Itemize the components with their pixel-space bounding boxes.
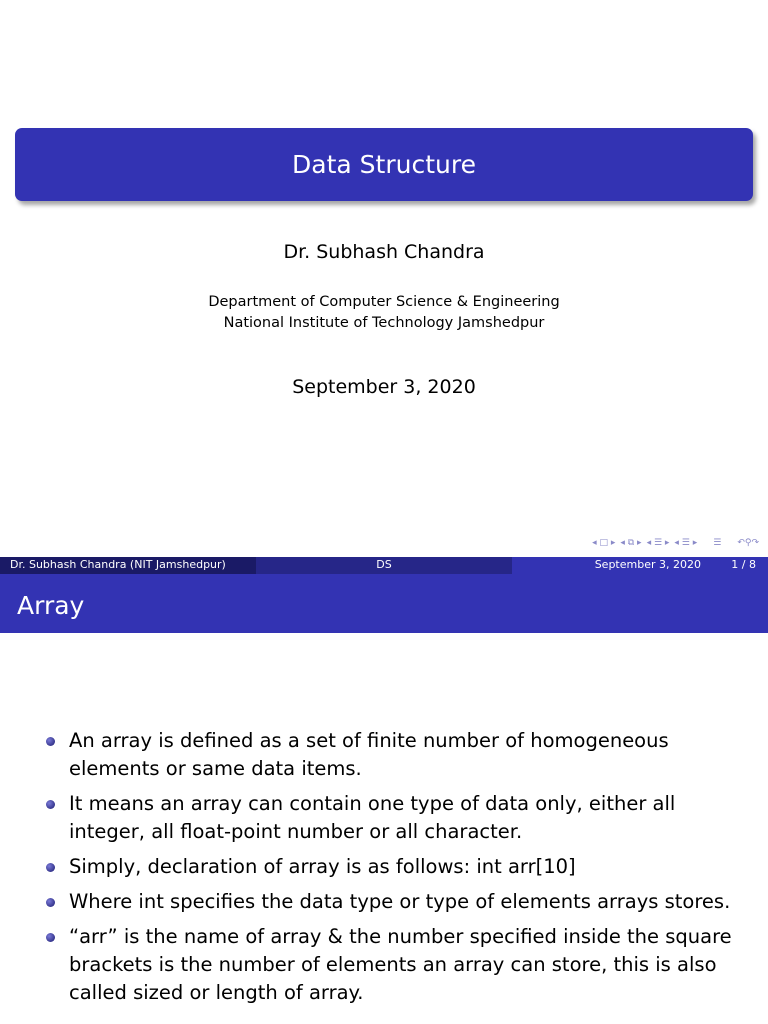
- frame-title: Array: [17, 591, 85, 620]
- bullet-text: Simply, declaration of array is as follows: int arr[10]: [69, 855, 576, 878]
- institute: National Institute of Technology Jamshedpur: [223, 315, 545, 331]
- nav-outline-icon[interactable]: ☰: [713, 538, 722, 548]
- footer-date-panel: [512, 557, 768, 574]
- bullet-text: It means an array can contain one type of data only, either all integer, all float-point number or all character.: [69, 792, 676, 843]
- slide-title: Data Structure: [292, 150, 476, 179]
- slide-footer: [0, 557, 768, 574]
- beamer-navigation: [591, 538, 760, 548]
- bullet-icon: [46, 898, 55, 907]
- author-name: Dr. Subhash Chandra: [283, 241, 485, 263]
- nav-first-icon[interactable]: ◂ □ ▸: [592, 538, 616, 548]
- footer-title-panel: [256, 557, 512, 574]
- list-item: [0, 727, 768, 783]
- list-item: [0, 790, 768, 846]
- list-item: [0, 888, 768, 916]
- department: Department of Computer Science & Engineering: [208, 294, 560, 310]
- presentation-date: September 3, 2020: [292, 376, 476, 398]
- bullet-list: [0, 727, 768, 1014]
- bullet-text: An array is defined as a set of finite number of homogeneous elements or same data items.: [69, 729, 669, 780]
- bullet-text: Where int specifies the data type or type of elements arrays stores.: [69, 890, 731, 913]
- bullet-icon: [46, 863, 55, 872]
- institution: [0, 292, 768, 334]
- footer-author-panel: [0, 557, 256, 574]
- bullet-icon: [46, 737, 55, 746]
- nav-section-icon[interactable]: ◂ ☰ ▸: [674, 538, 698, 548]
- nav-search-icon[interactable]: ↶⚲↷: [737, 538, 759, 548]
- footer-date: September 3, 2020: [594, 558, 701, 571]
- bullet-icon: [46, 933, 55, 942]
- nav-frame-icon[interactable]: ◂ ⧉ ▸: [620, 538, 642, 548]
- list-item: [0, 853, 768, 881]
- frame-title-bar: [0, 574, 768, 633]
- bullet-text: “arr” is the name of array & the number specified inside the square brackets is the number of elements an array can store, this is also called sized or length of array.: [69, 925, 732, 1004]
- nav-subsection-icon[interactable]: ◂ ☰ ▸: [646, 538, 670, 548]
- footer-short-title: DS: [376, 558, 392, 571]
- list-item: [0, 923, 768, 1007]
- footer-page-number: 1 / 8: [731, 558, 756, 571]
- footer-author: Dr. Subhash Chandra (NIT Jamshedpur): [10, 558, 226, 571]
- slide-title-box: [15, 128, 753, 201]
- bullet-icon: [46, 800, 55, 809]
